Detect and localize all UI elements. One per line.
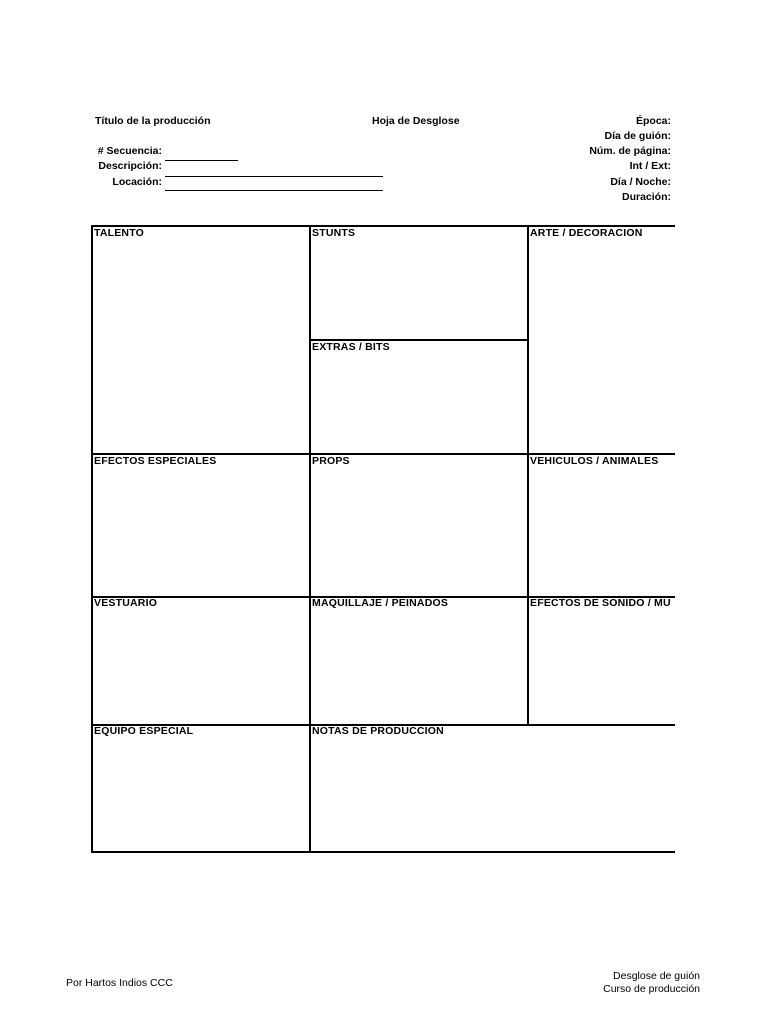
section-arte-decoracion: ARTE / DECORACION bbox=[530, 227, 643, 239]
footer-author: Por Hartos Indios CCC bbox=[66, 977, 173, 989]
field-dia-guion-label: Día de guión: bbox=[604, 130, 671, 142]
field-descripcion-label: Descripción: bbox=[98, 160, 162, 172]
section-maquillaje-peinados: MAQUILLAJE / PEINADOS bbox=[312, 597, 449, 609]
section-efectos-sonido: EFECTOS DE SONIDO / MU bbox=[530, 597, 671, 609]
field-dia-noche-label: Día / Noche: bbox=[610, 176, 671, 188]
locacion-input-line[interactable] bbox=[165, 190, 383, 191]
production-title-label: Título de la producción bbox=[95, 115, 211, 127]
field-duracion-label: Duración: bbox=[621, 191, 671, 203]
descripcion-input-line[interactable] bbox=[165, 176, 383, 177]
section-talento: TALENTO bbox=[94, 227, 145, 239]
grid-line-left bbox=[91, 225, 93, 853]
footer-doc-title: Desglose de guión bbox=[613, 970, 700, 982]
footer-course: Curso de producción bbox=[603, 983, 700, 995]
field-locacion-label: Locación: bbox=[112, 176, 162, 188]
section-notas-produccion: NOTAS DE PRODUCCION bbox=[312, 725, 444, 737]
sheet-title: Hoja de Desglose bbox=[372, 115, 460, 127]
grid-line-col2 bbox=[527, 225, 529, 726]
field-int-ext-label: Int / Ext: bbox=[629, 160, 671, 172]
section-vestuario: VESTUARIO bbox=[94, 597, 158, 609]
section-efectos-especiales: EFECTOS ESPECIALES bbox=[94, 455, 217, 467]
grid-line-col1 bbox=[309, 225, 311, 853]
section-stunts: STUNTS bbox=[312, 227, 356, 239]
field-secuencia-label: # Secuencia: bbox=[97, 145, 162, 157]
section-extras-bits: EXTRAS / BITS bbox=[312, 341, 390, 353]
field-num-pagina-label: Núm. de página: bbox=[589, 145, 671, 157]
section-props: PROPS bbox=[312, 455, 350, 467]
section-vehiculos-animales: VEHICULOS / ANIMALES bbox=[530, 455, 659, 467]
section-equipo-especial: EQUIPO ESPECIAL bbox=[94, 725, 194, 737]
secuencia-input-line[interactable] bbox=[165, 160, 238, 161]
grid-line-bottom bbox=[91, 851, 675, 853]
field-epoca-label: Época: bbox=[635, 115, 671, 127]
